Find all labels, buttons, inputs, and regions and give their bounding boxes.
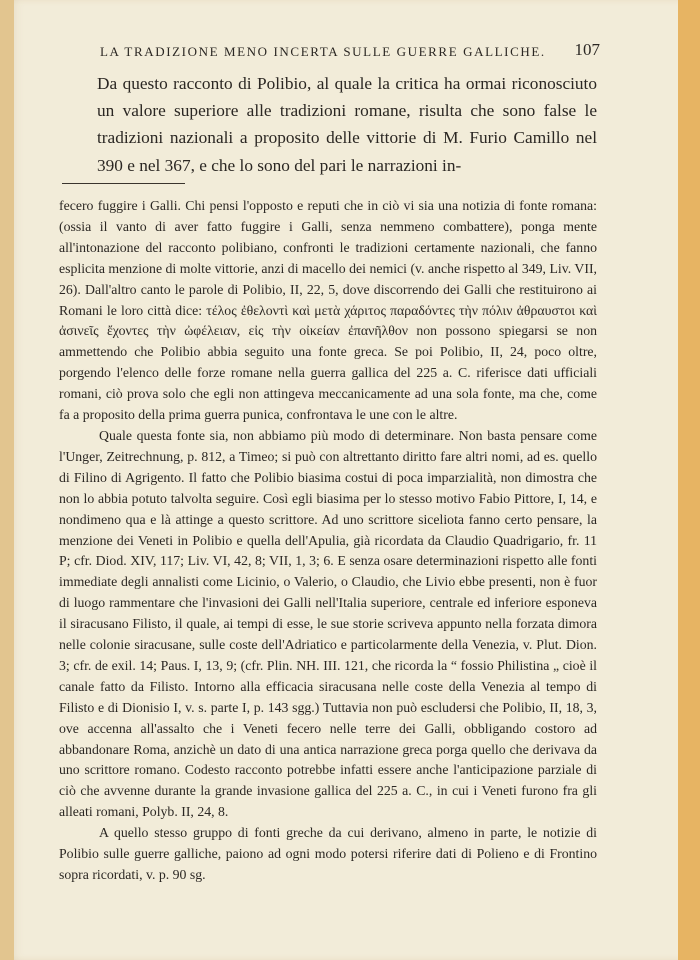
- footnote-paragraph: fecero fuggire i Galli. Chi pensi l'opposto e reputi che in ciò vi sia una notizia di fonte romana: (ossia il vanto di aver fatto fuggire i Galli, senza nemmeno combattere), ponga mente all'intonazione del racconto polibiano, confronti le tradizioni certamente nazionali, che fanno esplicita menzione di molte vittorie, anzi di macello dei nemici (v. anche rispetto al 349, Liv. VII, 26). Dall'altro canto le parole di Polibio, II, 22, 5, dove discorrendo dei Galli che restituirono ai Romani le loro città dice: τέλος ἐθελοντὶ καὶ μετὰ χάριτος παραδόντες τὴν πόλιν ἀθραυστοι καὶ ἀσινεῖς ἔχοντες τὴν ὠφέλειαν, εἰς τὴν οἰκείαν ἐπανῆλθον non possono spiegarsi se non ammettendo che Polibio abbia seguito una fonte greca. Se poi Polibio, II, 24, poco oltre, porgendo l'elenco delle forze romane nella guerra gallica del 225 a. C. riferisce dati ufficiali romani, ciò prova solo che egli non attingeva meccanicamente ad una sola fonte, ma che, come fa a proposito della prima guerra punica, confrontava le une con le altre.: [59, 198, 597, 423]
- running-head: LA TRADIZIONE MENO INCERTA SULLE GUERRE GALLICHE.: [100, 44, 546, 59]
- footnote: [59, 196, 597, 886]
- footnote-paragraph: A quello stesso gruppo di fonti greche da cui derivano, almeno in parte, le notizie di Polibio sulle guerre galliche, paiono ad ogni modo potersi riferire dati di Polieno e di Frontino sopra ricordati, v. p. 90 sg.: [59, 825, 597, 882]
- main-text: Da questo racconto di Polibio, al quale la critica ha ormai riconosciuto un valore superiore alle tradizioni romane, risulta che sono false le tradizioni nazionali a proposito delle vittorie di M. Furio Camillo nel 390 e nel 367, e che lo sono del pari le narrazioni in-: [97, 74, 597, 175]
- footnote-paragraph: Quale questa fonte sia, non abbiamo più modo di determinare. Non basta pensare come l'Unger, Zeitrechnung, p. 812, a Timeo; si può con altrettanto diritto fare altri nomi, ad es. quello di Filino di Agrigento. Il fatto che Polibio biasima costui di poca imparzialità, non dimostra che non lo abbia potuto talvolta seguire. Così egli biasima per lo stesso motivo Fabio Pittore, I, 14, e nondimeno qua e là attinge a questo scrittore. Ad uno scrittore siceliota fanno certo pensare, la menzione dei Veneti in Polibio e quella dell'Apulia, già ricordata da Claudio Quadrigario, fr. 11 P; cfr. Diod. XIV, 117; Liv. VI, 42, 8; VII, 1, 3; 6. E senza osare determinazioni rispetto alle fonti immediate degli annalisti come Licinio, o Valerio, o Claudio, che Livio ebbe presenti, non è fuor di luogo rammentare che l'invasioni dei Galli nell'Italia superiore, centrale ed inferiore esponeva il siracusano Filisto, il quale, ai tempi di esse, le sue storie scriveva appunto nella forzata dimora nelle colonie siracusane, sulle coste dell'Adriatico e particolarmente della Venezia, v. Plut. Dion. 3; cfr. de exil. 14; Paus. I, 13, 9; (cfr. Plin. NH. III. 121, che ricorda la “ fossio Philistina „ cioè il canale fatto da Filisto. Intorno alla efficacia siracusana nelle coste della Venezia al tempo di Filisto e di Dionisio I, v. s. parte I, p. 143 sgg.) Tuttavia non può escludersi che Polibio, II, 18, 3, ove accenna all'assalto che i Veneti fecero nelle terre dei Galli, obbligando costoro ad abbandonare Roma, anzichè un dato di una antica narrazione greca porga quello che derivava da uno scrittore romano. Codesto racconto potrebbe infatti essere anche l'anticipazione parziale di ciò che avvenne durante la grande invasione gallica del 225 a. C., in cui i Veneti furono fra gli alleati romani, Polyb. II, 24, 8.: [59, 427, 597, 820]
- footnote-rule: [62, 183, 185, 184]
- page-number: 107: [574, 40, 600, 59]
- page-right-edge: [678, 0, 700, 960]
- page-left-edge: [0, 0, 14, 960]
